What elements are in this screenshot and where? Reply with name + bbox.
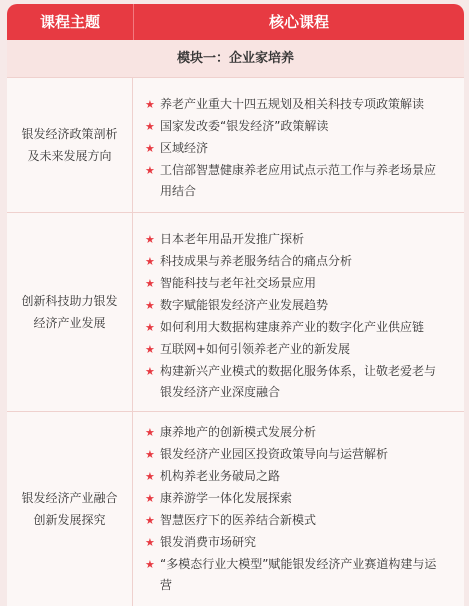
- item-text: 智慧医疗下的医养结合新模式: [160, 513, 317, 527]
- course-list: [134, 422, 464, 596]
- list-item: [134, 339, 445, 360]
- list-item: [134, 229, 445, 250]
- star-icon: ★: [145, 164, 155, 177]
- list-item: [134, 251, 445, 272]
- table-row: [7, 213, 464, 412]
- star-icon: ★: [145, 299, 155, 312]
- header-course-topic: 课程主题: [39, 13, 100, 31]
- item-text: 区域经济: [160, 141, 209, 155]
- star-icon: ★: [145, 98, 155, 111]
- topic-cell: [7, 213, 133, 411]
- course-table: [7, 4, 464, 606]
- header-core-courses: 核心课程: [268, 13, 329, 31]
- list-item: [134, 466, 445, 487]
- topic-cell: [7, 78, 133, 212]
- item-text: 康养地产的创新模式发展分析: [160, 425, 317, 439]
- list-item: [134, 160, 445, 202]
- star-icon: ★: [145, 321, 155, 334]
- star-icon: ★: [145, 426, 155, 439]
- item-text: 互联网+如何引领养老产业的新发展: [160, 342, 351, 356]
- star-icon: ★: [145, 255, 155, 268]
- star-icon: ★: [145, 448, 155, 461]
- item-text: 科技成果与养老服务结合的痛点分析: [160, 254, 353, 268]
- topic-cell: [7, 412, 133, 606]
- item-text: 机构养老业务破局之路: [160, 469, 281, 483]
- item-text: 构建新兴产业模式的数据化服务体系，让敬老爱老与银发经济产业深度融合: [160, 364, 437, 399]
- item-text: 康养游学一体化发展探索: [160, 491, 293, 505]
- course-list: [134, 94, 464, 202]
- star-icon: ★: [145, 492, 155, 505]
- table-row: [7, 78, 464, 213]
- list-item: [134, 444, 445, 465]
- list-item: [134, 295, 445, 316]
- item-text: 工信部智慧健康养老应用试点示范工作与养老场景应用结合: [160, 163, 437, 198]
- star-icon: ★: [145, 470, 155, 483]
- list-item: [134, 361, 445, 403]
- list-item: [134, 273, 445, 294]
- star-icon: ★: [145, 142, 155, 155]
- item-text: 国家发改委“银发经济”政策解读: [160, 119, 329, 133]
- course-list: [134, 229, 464, 403]
- item-text: 日本老年用品开发推广探析: [160, 232, 305, 246]
- star-icon: ★: [145, 536, 155, 549]
- item-text: 养老产业重大十四五规划及相关科技专项政策解读: [160, 97, 425, 111]
- topic-label: 银发经济政策剖析及未来发展方向: [21, 127, 118, 163]
- topic-label: 创新科技助力银发经济产业发展: [21, 294, 118, 330]
- module-title: 模块一：企业家培养: [7, 40, 464, 78]
- list-item: [134, 138, 445, 159]
- item-text: 银发消费市场研究: [160, 535, 257, 549]
- item-text: 智能科技与老年社交场景应用: [160, 276, 317, 290]
- list-item: [134, 317, 445, 338]
- item-text: 如何利用大数据构建康养产业的数字化产业供应链: [160, 320, 425, 334]
- list-item: [134, 554, 445, 596]
- star-icon: ★: [145, 558, 155, 571]
- table-row: [7, 412, 464, 606]
- star-icon: ★: [145, 120, 155, 133]
- list-item: [134, 422, 445, 443]
- star-icon: ★: [145, 233, 155, 246]
- list-item: [134, 510, 445, 531]
- item-text: 银发经济产业园区投资政策导向与运营解析: [160, 447, 389, 461]
- list-item: [134, 488, 445, 509]
- list-item: [134, 94, 445, 115]
- item-text: 数字赋能银发经济产业发展趋势: [160, 298, 329, 312]
- star-icon: ★: [145, 514, 155, 527]
- star-icon: ★: [145, 365, 155, 378]
- topic-label: 银发经济产业融合创新发展探究: [21, 491, 118, 527]
- list-item: [134, 116, 445, 137]
- list-item: [134, 532, 445, 553]
- star-icon: ★: [145, 277, 155, 290]
- item-text: “多模态行业大模型”赋能银发经济产业赛道构建与运营: [160, 557, 437, 592]
- star-icon: ★: [145, 343, 155, 356]
- table-header: [7, 4, 464, 40]
